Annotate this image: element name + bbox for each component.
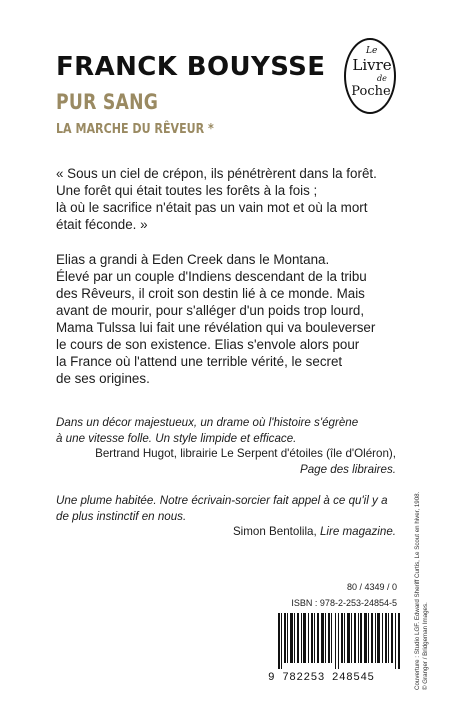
- isbn: ISBN : 978-2-253-24854-5: [291, 598, 397, 608]
- summary-line: Élevé par un couple d'Indiens descendant de la tribu: [56, 269, 367, 284]
- summary-paragraph: [56, 251, 396, 387]
- summary-line: avant de mourir, pour s'alléger d'un poids trop lourd,: [56, 303, 365, 318]
- credit-line: Couverture : Studio LGF. Edward Sheriff Curtis, Le Scout en hiver, 1908.: [414, 491, 421, 690]
- summary-line: des Rêveurs, il croit son destin lié à ce monde. Mais: [56, 286, 365, 301]
- barcode: [278, 613, 400, 669]
- excerpt-line: Une forêt qui était toutes les forêts à la fois ;: [56, 183, 318, 198]
- excerpt-line: « Sous un ciel de crépon, ils pénétrèrent dans la forêt.: [56, 166, 377, 181]
- credit-line: © Granger / Bridgeman Images.: [422, 602, 429, 690]
- review-source: [56, 524, 396, 540]
- excerpt-quote: [56, 165, 396, 233]
- summary-line: Mama Tulssa lui fait une révélation qui va bouleverser: [56, 320, 376, 335]
- review-line: de plus instinctif en nous.: [56, 509, 187, 523]
- review-quote-2: [56, 493, 396, 540]
- excerpt-line: là où le sacrifice n'était pas un vain mot et où la mort: [56, 200, 368, 215]
- review-source: Bertrand Hugot, librairie Le Serpent d'étoiles (île d'Oléron),: [95, 447, 396, 461]
- cover-credit: [414, 460, 430, 690]
- book-title: PUR SANG: [56, 90, 159, 114]
- reference-code: 80 / 4349 / 0: [346, 582, 397, 592]
- logo-poche: Poche: [351, 84, 391, 99]
- summary-line: Elias a grandi à Eden Creek dans le Montana.: [56, 252, 330, 267]
- review-publication: Lire magazine.: [319, 525, 396, 539]
- review-line: à une vitesse folle. Un style limpide et efficace.: [56, 431, 297, 445]
- summary-line: la France où l'attend une terrible vérité, le secret: [56, 354, 343, 369]
- logo-le: Le: [366, 46, 378, 56]
- publisher-logo: [344, 38, 396, 114]
- author-name: FRANCK BOUYSSE: [56, 52, 326, 82]
- review-source-name: Simon Bentolila,: [232, 525, 320, 539]
- book-codes: [291, 579, 397, 611]
- logo-livre: Livre: [352, 56, 392, 74]
- excerpt-line: était féconde. »: [56, 217, 148, 232]
- summary-line: de ses origines.: [56, 371, 150, 386]
- barcode-number: 9 782253 248545: [268, 672, 375, 684]
- book-subtitle: LA MARCHE DU RÊVEUR *: [56, 121, 214, 137]
- review-line: Dans un décor majestueux, un drame où l'histoire s'égrène: [56, 416, 359, 429]
- review-publication: Page des libraires.: [299, 462, 396, 476]
- summary-line: le cours de son existence. Elias s'envole alors pour: [56, 337, 360, 352]
- review-line: Une plume habitée. Notre écrivain-sorcier fait appel à ce qu'il y a: [56, 494, 388, 507]
- logo-de: de: [377, 74, 387, 83]
- review-quote-1: [56, 415, 396, 477]
